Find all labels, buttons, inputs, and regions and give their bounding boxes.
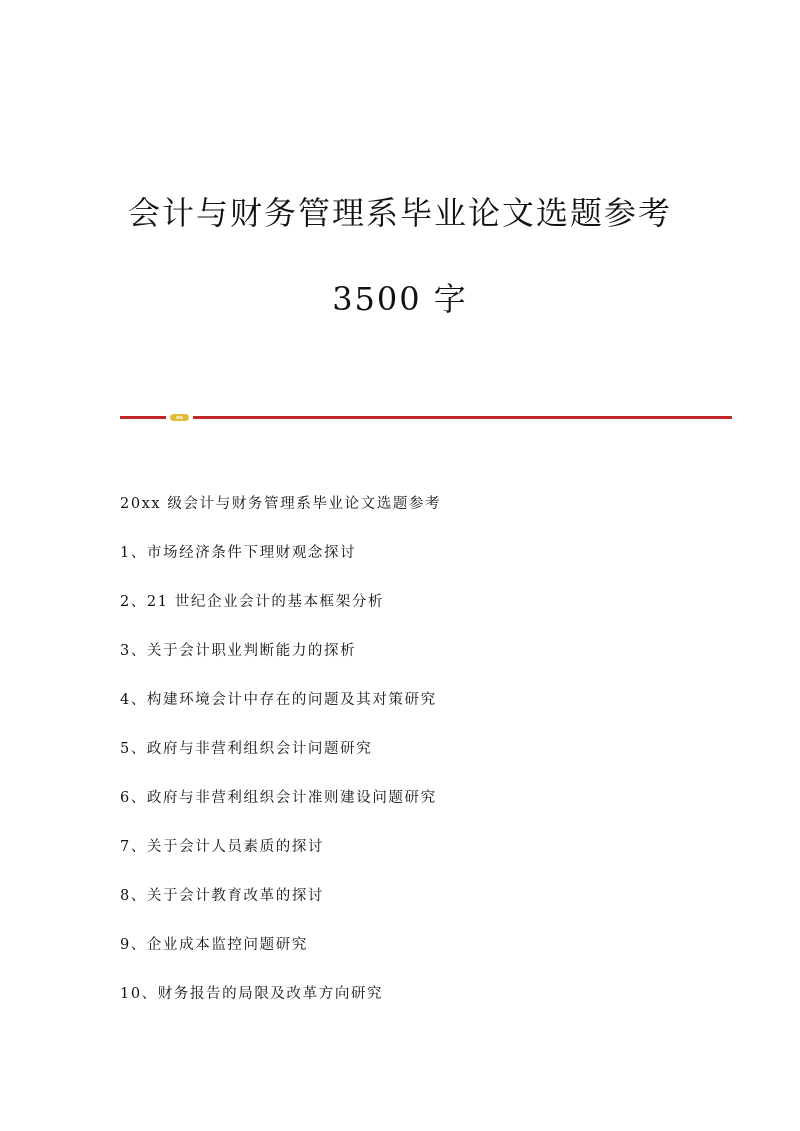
list-item: 5、政府与非营利组织会计问题研究 <box>120 741 373 757</box>
document-title: 会计与财务管理系毕业论文选题参考 <box>127 194 672 232</box>
list-item: 6、政府与非营利组织会计准则建设问题研究 <box>120 790 437 806</box>
list-heading: 20xx 级会计与财务管理系毕业论文选题参考 <box>120 496 442 512</box>
divider-ornament <box>170 414 189 421</box>
list-item: 8、关于会计教育改革的探讨 <box>120 888 325 904</box>
list-item: 3、关于会计职业判断能力的探析 <box>120 643 357 659</box>
list-item: 2、21 世纪企业会计的基本框架分析 <box>120 594 385 610</box>
title-divider <box>120 413 732 423</box>
list-item: 9、企业成本监控问题研究 <box>120 937 308 953</box>
list-item: 1、市场经济条件下理财观念探讨 <box>120 545 357 561</box>
list-item: 4、构建环境会计中存在的问题及其对策研究 <box>120 692 437 708</box>
divider-line-right <box>193 416 732 419</box>
divider-line-left <box>120 416 166 419</box>
document-title-subtitle: 3500 字 <box>332 280 468 318</box>
list-item: 10、财务报告的局限及改革方向研究 <box>120 986 384 1002</box>
list-item: 7、关于会计人员素质的探讨 <box>120 839 325 855</box>
topic-list <box>120 494 720 1033</box>
